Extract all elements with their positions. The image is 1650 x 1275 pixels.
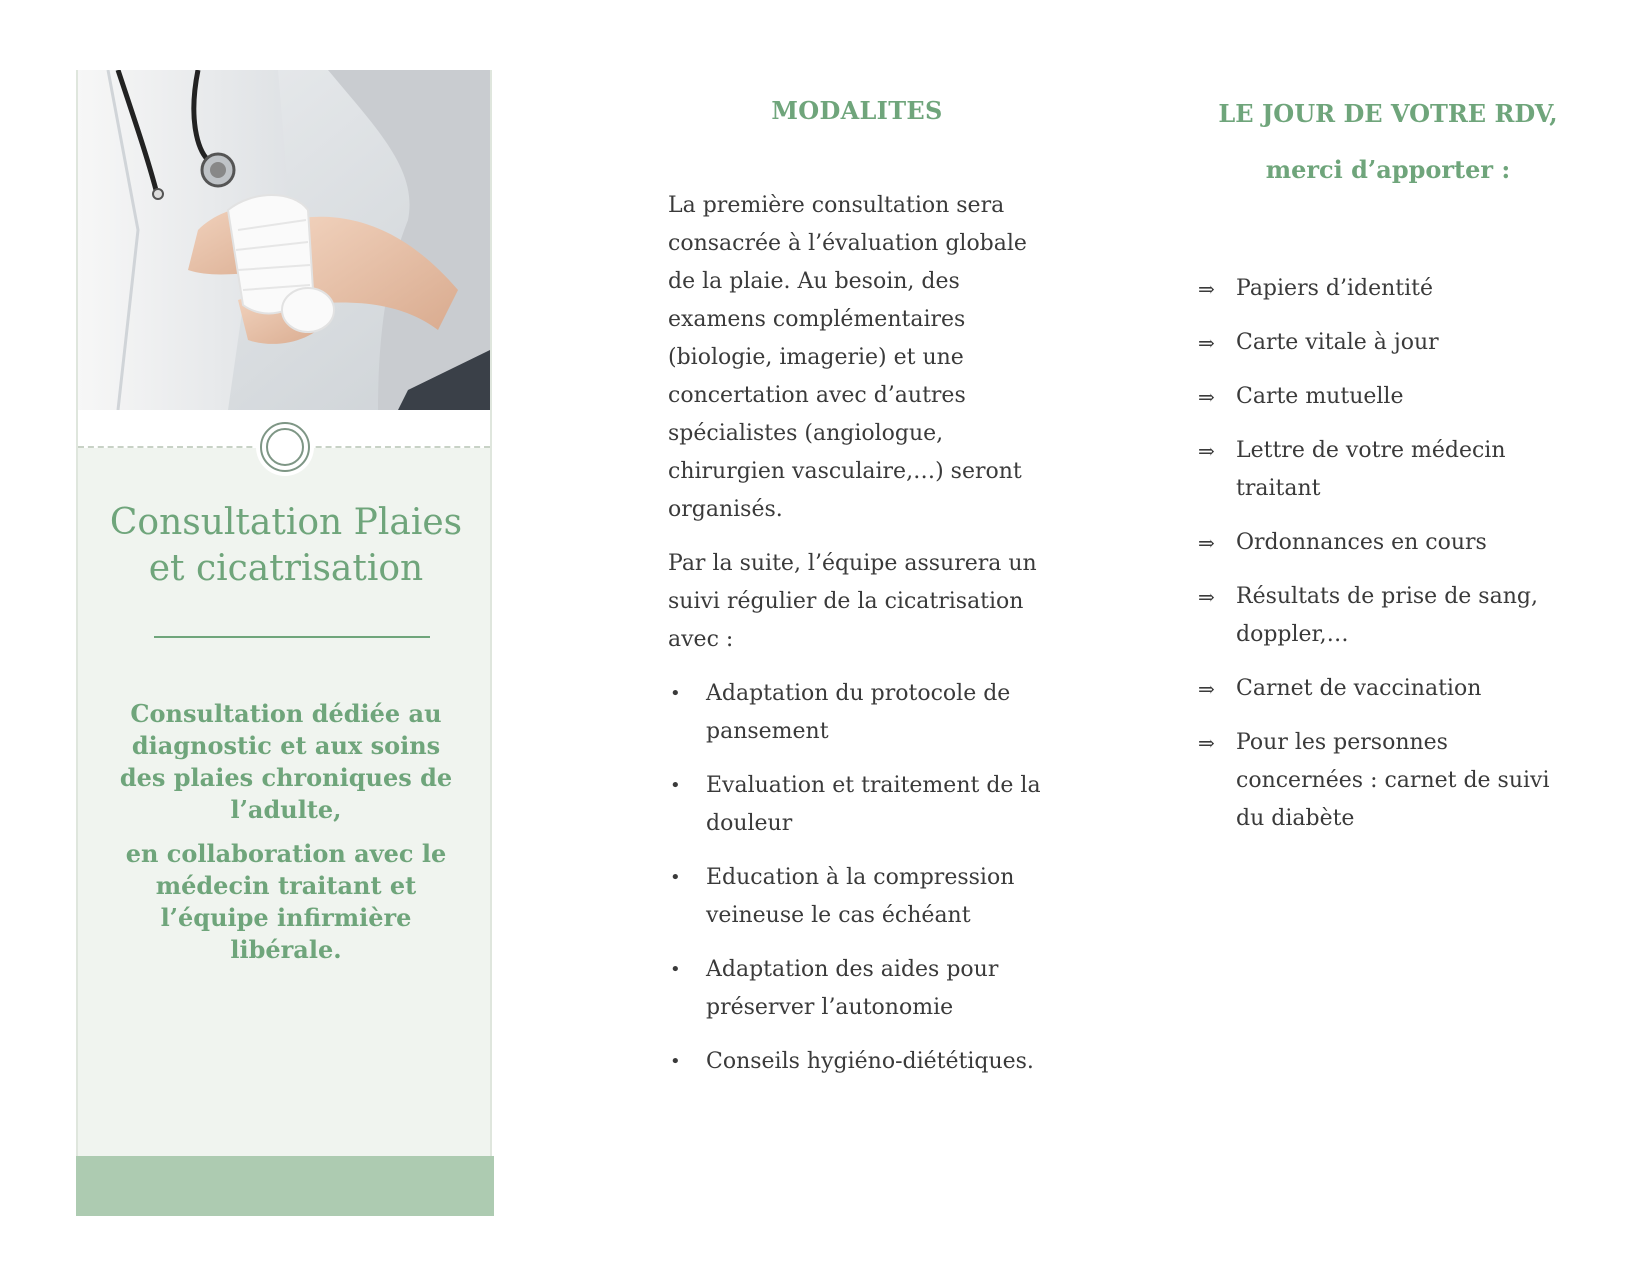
brochure-description	[112, 698, 460, 978]
modalites-paragraph-1: La première consultation sera consacrée à l’évaluation globale de la plaie. Au besoin, des examens complémentaires (biologie, imagerie) et une concertation avec d’autres spécialistes (angiologue, chirurgien vasculaire,…) seront organisés.	[668, 193, 1027, 522]
description-paragraph-1: Consultation dédiée au diagnostic et aux soins des plaies chroniques de l’adulte,	[119, 699, 453, 824]
modalites-section	[668, 96, 1046, 1097]
doctor-bandaging-wrist-photo	[78, 70, 490, 410]
list-item: ⇒ Résultats de prise de sang, doppler,…	[1198, 578, 1578, 654]
list-item: • Adaptation des aides pour préserver l’autonomie	[668, 951, 1046, 1027]
list-item: ⇒ Lettre de votre médecin traitant	[1198, 432, 1578, 508]
double-arrow-right-icon: ⇒	[1198, 277, 1215, 301]
modalites-heading: MODALITES	[771, 96, 943, 125]
bullet-icon: •	[670, 683, 681, 704]
list-item: ⇒ Ordonnances en cours	[1198, 524, 1578, 562]
double-arrow-right-icon: ⇒	[1198, 439, 1215, 463]
appointment-heading-line1: LE JOUR DE VOTRE RDV,	[1218, 99, 1558, 128]
appointment-heading-line2: merci d’apporter :	[1265, 155, 1511, 184]
list-item: • Conseils hygiéno-diététiques.	[668, 1043, 1046, 1081]
documents-checklist	[1198, 270, 1578, 838]
description-paragraph-2: en collaboration avec le médecin traitant et l’équipe infirmière libérale.	[125, 839, 447, 964]
brochure-title-line1: Consultation Plaies	[109, 502, 463, 543]
brochure-cover-panel	[76, 70, 492, 1210]
list-item: ⇒ Carte mutuelle	[1198, 378, 1578, 416]
list-item: ⇒ Papiers d’identité	[1198, 270, 1578, 308]
modalites-paragraph-2: Par la suite, l’équipe assurera un suivi régulier de la cicatrisation avec :	[668, 551, 1037, 652]
double-arrow-right-icon: ⇒	[1198, 385, 1215, 409]
title-underline	[154, 636, 430, 638]
list-item: ⇒ Pour les personnes concernées : carnet de suivi du diabète	[1198, 724, 1578, 838]
list-item: • Adaptation du protocole de pansement	[668, 675, 1046, 751]
bullet-icon: •	[670, 1051, 681, 1072]
appointment-heading	[1198, 86, 1578, 198]
modalites-body	[668, 187, 1046, 659]
double-arrow-right-icon: ⇒	[1198, 585, 1215, 609]
footer-color-bar	[76, 1156, 494, 1216]
list-item: ⇒ Carnet de vaccination	[1198, 670, 1578, 708]
list-item: ⇒ Carte vitale à jour	[1198, 324, 1578, 362]
bullet-icon: •	[670, 959, 681, 980]
bullet-icon: •	[670, 775, 681, 796]
double-arrow-right-icon: ⇒	[1198, 677, 1215, 701]
bullet-icon: •	[670, 867, 681, 888]
double-arrow-right-icon: ⇒	[1198, 331, 1215, 355]
double-arrow-right-icon: ⇒	[1198, 531, 1215, 555]
brochure-title-line2: et cicatrisation	[148, 548, 424, 589]
followup-list	[668, 675, 1046, 1081]
list-item: • Education à la compression veineuse le cas échéant	[668, 859, 1046, 935]
list-item: • Evaluation et traitement de la douleur	[668, 767, 1046, 843]
double-circle-icon	[256, 418, 314, 476]
appointment-checklist-section	[1198, 86, 1578, 854]
brochure-title	[98, 500, 474, 592]
double-arrow-right-icon: ⇒	[1198, 731, 1215, 755]
